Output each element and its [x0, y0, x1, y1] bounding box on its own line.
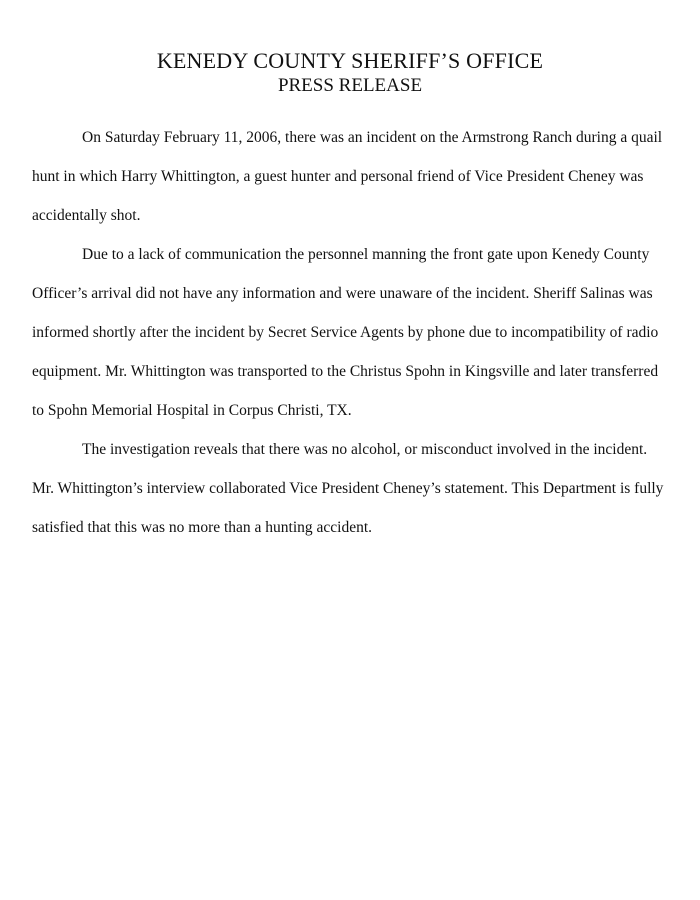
paragraph-communication: Due to a lack of communication the personnel manning the front gate upon Kenedy County Officer’s arrival did not have any information and were unaware of the incident. Sheriff Salinas was informed shortly after the incident by Secret Service Agents by phone due to incompatibility of radio equipment. Mr. Whittington was transported to the Christus Spohn in Kingsville and later transferred to Spohn Memorial Hospital in Corpus Christi, TX.	[32, 246, 659, 419]
paragraph-incident: On Saturday February 11, 2006, there was an incident on the Armstrong Ranch during a quail hunt in which Harry Whittington, a guest hunter and personal friend of Vice President Cheney was accidentally shot.	[32, 129, 663, 224]
document-body	[32, 118, 666, 547]
document-type-title: PRESS RELEASE	[277, 75, 423, 96]
paragraph-investigation: The investigation reveals that there was no alcohol, or misconduct involved in the incident. Mr. Whittington’s interview collaborated Vice President Cheney’s statement. This Department is fully satisfied that this was no more than a hunting accident.	[32, 441, 664, 536]
document-header	[0, 48, 700, 98]
agency-title: KENEDY COUNTY SHERIFF’S OFFICE	[156, 48, 544, 73]
